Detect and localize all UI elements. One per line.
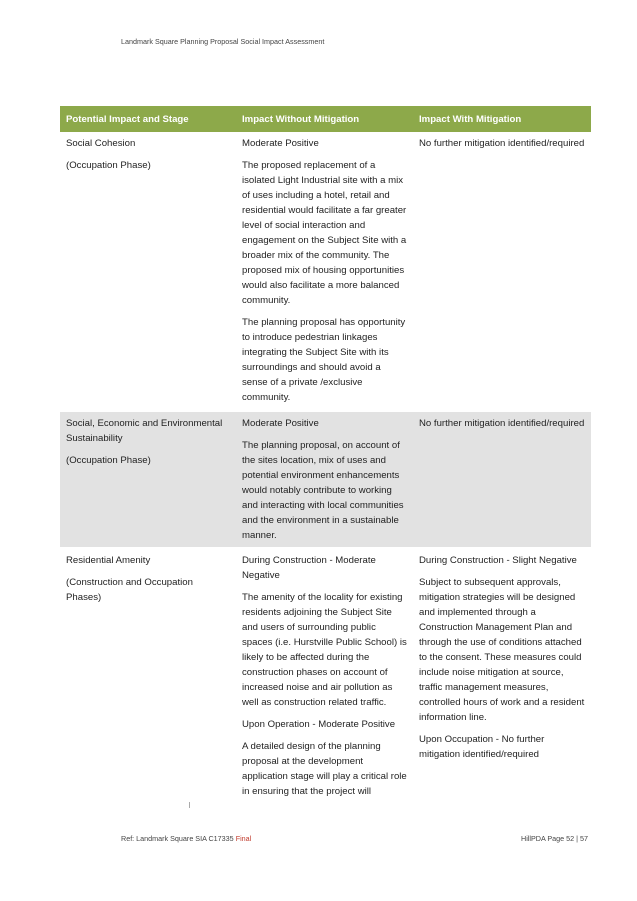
- without-mitigation-cell: [236, 548, 413, 803]
- impact-title: Social Cohesion: [66, 138, 136, 149]
- paragraph: The amenity of the locality for existing residents adjoining the Subject Site and users of surrounding public spaces (i.e. Hurstville Public School) is likely to be affected during the construction phases on account of increased noise and air pollution as well as construction related traffic.: [242, 592, 407, 708]
- with-mitigation-cell: [413, 548, 591, 803]
- margin-mark: [189, 802, 190, 808]
- impact-cell: [60, 132, 236, 411]
- paragraph: The planning proposal, on account of the sites location, mix of uses and potential environment enhancements would notably contribute to working and interacting with local communities and the environment in a sustainable manner.: [242, 440, 404, 541]
- rating: During Construction - Moderate Negative: [242, 555, 376, 581]
- paragraph: The planning proposal has opportunity to introduce pedestrian linkages integrating the Subject Site with its surroundings and should avoid a sense of a private /exclusive community.: [242, 317, 406, 403]
- rating: Upon Occupation - No further mitigation identified/required: [419, 734, 545, 760]
- paragraph: A detailed design of the planning proposal at the development application stage will play a critical role in ensuring that the project will: [242, 741, 407, 797]
- table-row-sustainability: [60, 411, 591, 548]
- with-mitigation-cell: [413, 132, 591, 411]
- table-row-residential-amenity: [60, 548, 591, 803]
- impact-phase: (Occupation Phase): [66, 455, 151, 466]
- table-header-row: [60, 106, 591, 132]
- table-row-social-cohesion: [60, 132, 591, 411]
- column-header-impact-stage: Potential Impact and Stage: [60, 106, 236, 132]
- running-header: Landmark Square Planning Proposal Social Impact Assessment: [121, 37, 325, 46]
- impact-phase: (Occupation Phase): [66, 160, 151, 171]
- impact-phase: (Construction and Occupation Phases): [66, 577, 193, 603]
- paragraph: The proposed replacement of a isolated Light Industrial site with a mix of uses including a hotel, retail and residential would facilitate a far greater level of social interaction and engagement on the Subject Site with a broader mix of the community. The proposed mix of housing opportunities would also facilitate a more balanced community.: [242, 160, 407, 306]
- rating: Moderate Positive: [242, 138, 319, 149]
- impact-cell: [60, 548, 236, 803]
- without-mitigation-cell: [236, 411, 413, 548]
- impact-title: Social, Economic and Environmental Sustainability: [66, 418, 223, 444]
- rating: Moderate Positive: [242, 418, 319, 429]
- footer-ref-text: Ref: Landmark Square SIA C17335: [121, 834, 234, 843]
- footer-reference: [121, 834, 251, 843]
- without-mitigation-cell: [236, 132, 413, 411]
- rating: Upon Operation - Moderate Positive: [242, 719, 396, 730]
- with-mitigation-cell: [413, 411, 591, 548]
- column-header-without-mitigation: Impact Without Mitigation: [236, 106, 413, 132]
- paragraph: Subject to subsequent approvals, mitigation strategies will be designed and implemented through a Construction Management Plan and through the use of conditions attached to the consent. These measures could include noise mitigation at source, traffic management measures, controlled hours of work and a resident information line.: [419, 577, 585, 723]
- rating: No further mitigation identified/required: [419, 138, 585, 149]
- impact-cell: [60, 411, 236, 548]
- impact-assessment-table: [60, 106, 591, 803]
- footer-page-number: HillPDA Page 52 | 57: [521, 834, 588, 843]
- column-header-with-mitigation: Impact With Mitigation: [413, 106, 591, 132]
- rating: No further mitigation identified/required: [419, 418, 585, 429]
- footer-ref-status: Final: [235, 834, 252, 843]
- rating: During Construction - Slight Negative: [419, 555, 577, 566]
- impact-title: Residential Amenity: [66, 555, 151, 566]
